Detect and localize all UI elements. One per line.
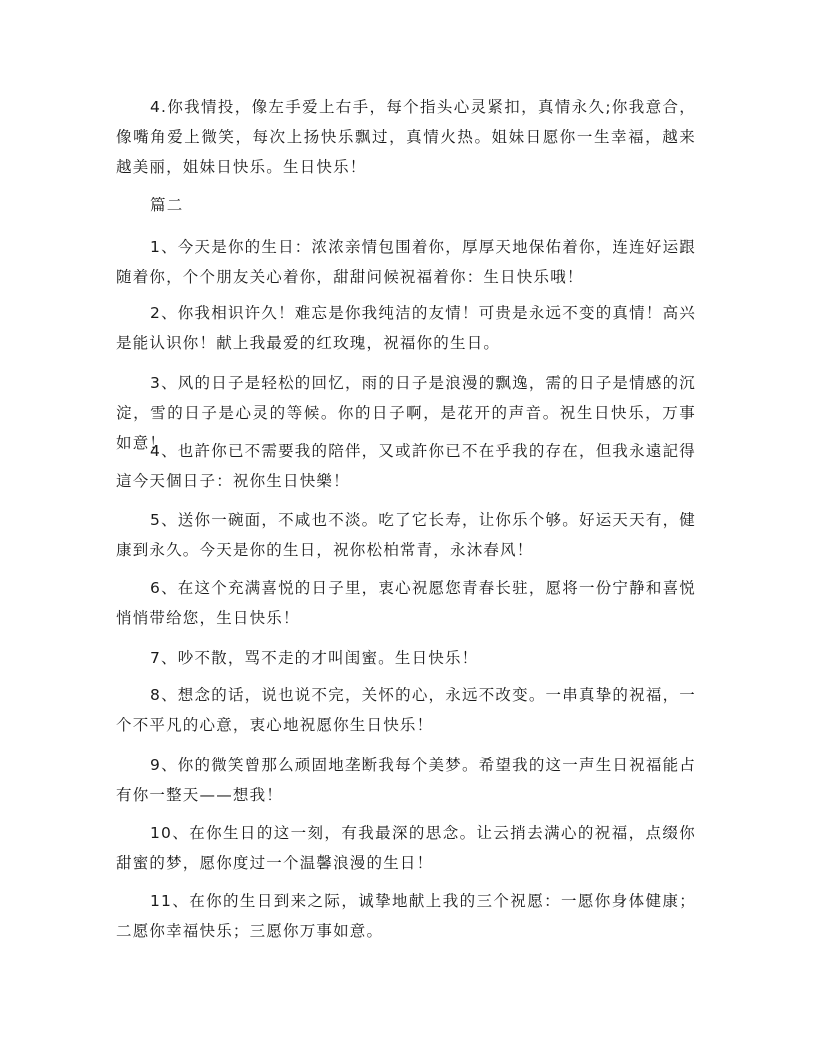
- list-item-11: 11、在你的生日到来之际，诚挚地献上我的三个祝愿：一愿你身体健康；二愿你幸福快乐；三愿你万事如意。: [116, 892, 696, 940]
- list-item-5: 5、送你一碗面，不咸也不淡。吃了它长寿，让你乐个够。好运天天有，健康到永久。今天是你的生日，祝你松柏常青，永沐春风！: [116, 511, 696, 559]
- list-item-4: 4、也許你已不需要我的陪伴，又或許你已不在乎我的存在，但我永遠記得這今天個日子：祝你生日快樂！: [116, 442, 696, 490]
- list-item-8: 8、想念的话，说也说不完，关怀的心，永远不改变。一串真挚的祝福，一个不平凡的心意，衷心地祝愿你生日快乐！: [116, 686, 696, 734]
- list-item-9: 9、你的微笑曾那么顽固地垄断我每个美梦。希望我的这一声生日祝福能占有你一整天——想我！: [116, 756, 696, 804]
- list-item-6: 6、在这个充满喜悦的日子里，衷心祝愿您青春长驻，愿将一份宁静和喜悦悄悄带给您，生日快乐！: [116, 579, 696, 627]
- list-item-1: 1、今天是你的生日：浓浓亲情包围着你，厚厚天地保佑着你，连连好运跟随着你，个个朋友关心着你，甜甜问候祝福着你：生日快乐哦！: [116, 238, 696, 286]
- list-item-10: 10、在你生日的这一刻，有我最深的思念。让云捎去满心的祝福，点缀你甜蜜的梦，愿你度过一个温馨浪漫的生日！: [116, 824, 696, 872]
- intro-paragraph: 4.你我情投，像左手爱上右手，每个指头心灵紧扣，真情永久;你我意合，像嘴角爱上微笑，每次上扬快乐飘过，真情火热。姐妹日愿你一生幸福，越来越美丽，姐妹日快乐。生日快乐！: [116, 98, 696, 176]
- list-item-7: 7、吵不散，骂不走的才叫闺蜜。生日快乐！: [150, 649, 479, 667]
- section-heading: 篇二: [150, 196, 184, 214]
- list-item-3: 3、风的日子是轻松的回忆，雨的日子是浪漫的飘逸，需的日子是情感的沉淀，雪的日子是心灵的等候。你的日子啊，是花开的声音。祝生日快乐，万事如意！: [116, 374, 696, 452]
- list-item-2: 2、你我相识许久！难忘是你我纯洁的友情！可贵是永远不变的真情！高兴是能认识你！献上我最爱的红玫瑰，祝福你的生日。: [116, 304, 696, 352]
